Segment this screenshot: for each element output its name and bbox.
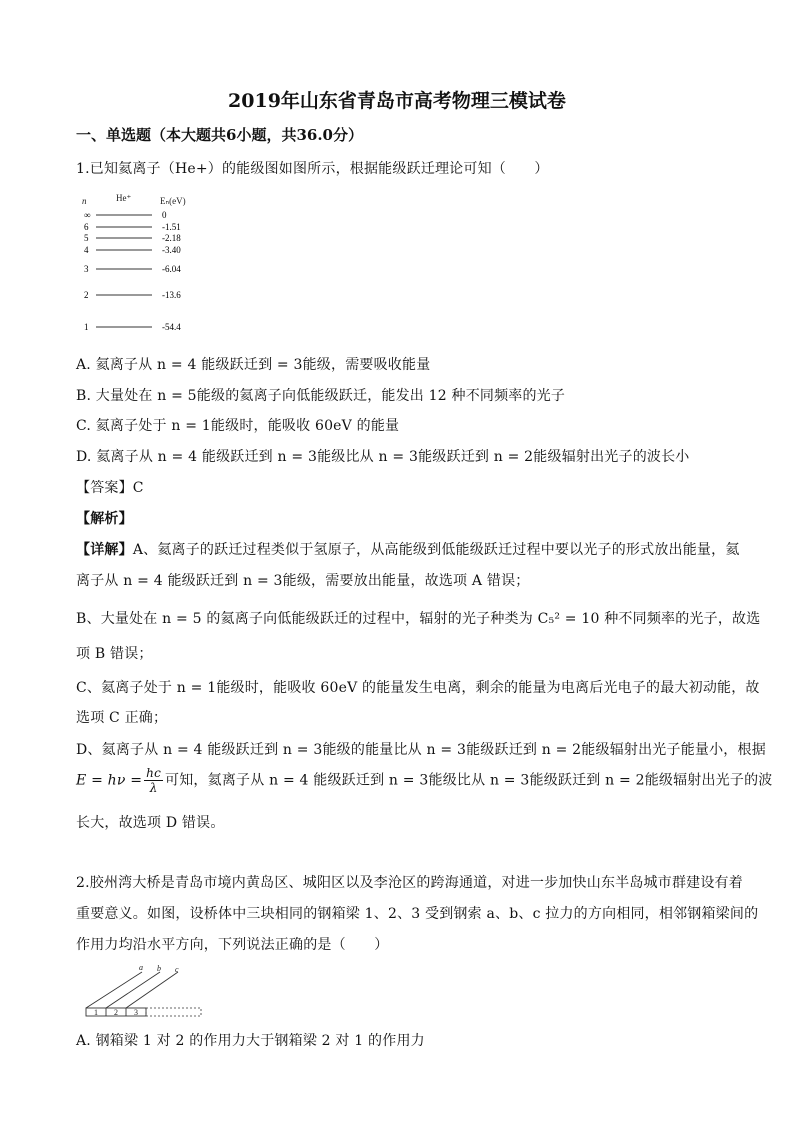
q1-explanation-line-9: 长大，故选项 D 错误。 <box>76 815 225 831</box>
q1-explanation-line-7: D、氦离子从 n = 4 能级跃迁到 n = 3能级的能量比从 n = 3能级跃迁到 n = 2能级辐射出光子能量小，根据 <box>76 742 766 758</box>
beam-2-label: 2 <box>114 1008 118 1017</box>
level-energy-label: -13.6 <box>162 290 181 300</box>
fraction-denominator: λ <box>149 781 158 795</box>
level-energy-label: -54.4 <box>162 322 181 332</box>
level-n-label: 3 <box>84 264 89 274</box>
diagram-species-label: He⁺ <box>116 193 132 203</box>
fraction-numerator: hc <box>146 766 162 780</box>
q1-option-d: D. 氦离子从 n = 4 能级跃迁到 n = 3能级比从 n = 3能级跃迁到 n = 2能级辐射出光子的波长小 <box>76 449 690 465</box>
cable-a-label: a <box>139 964 143 972</box>
cable-b-label: b <box>157 964 161 973</box>
bridge-diagram <box>76 964 206 1020</box>
detail-tag: 【详解】 <box>76 542 133 558</box>
q1-answer: 【答案】C <box>76 480 144 496</box>
q1-explanation-line-4: 项 B 错误； <box>76 646 153 662</box>
energy-level-diagram <box>76 192 216 337</box>
level-n-label: 2 <box>84 290 89 300</box>
level-n-label: 4 <box>84 245 89 255</box>
q1-analysis-label: 【解析】 <box>76 511 133 527</box>
section-heading: 一、单选题（本大题共6小题，共36.0分） <box>76 126 363 144</box>
level-energy-label: -2.18 <box>162 233 181 243</box>
level-energy-label: -3.40 <box>162 245 181 255</box>
q1-explanation-line-5: C、氦离子处于 n = 1能级时，能吸收 60eV 的能量发生电离，剩余的能量为电离后光电子的最大初动能，故 <box>76 680 760 696</box>
level-n-label: 5 <box>84 233 89 243</box>
page-title: 2019年山东省青岛市高考物理三模试卷 <box>228 90 566 112</box>
q1-explanation-line-6: 选项 C 正确； <box>76 710 168 726</box>
beam-1-label: 1 <box>94 1008 98 1017</box>
q2-stem-line-1: 2.胶州湾大桥是青岛市境内黄岛区、城阳区以及李沧区的跨海通道，对进一步加快山东半岛城市群建设有着 <box>76 875 743 891</box>
level-n-label: ∞ <box>84 210 91 220</box>
q1-explanation-line-8 <box>76 766 773 795</box>
q1-option-b: B. 大量处在 n = 5能级的氦离子向低能级跃迁，能发出 12 种不同频率的光子 <box>76 388 566 404</box>
level-energy-label: 0 <box>162 210 167 220</box>
diagram-energy-header: Eₙ(eV) <box>160 196 186 206</box>
beam-3-label: 3 <box>134 1008 138 1017</box>
q1-option-a: A. 氦离子从 n = 4 能级跃迁到 = 3能级，需要吸收能量 <box>76 357 431 373</box>
formula-fraction <box>144 766 163 795</box>
q1-option-c: C. 氦离子处于 n = 1能级时，能吸收 60eV 的能量 <box>76 418 400 434</box>
q1-explanation-line-1 <box>76 539 740 559</box>
q1-explanation-line-2: 离子从 n = 4 能级跃迁到 n = 3能级，需要放出能量，故选项 A 错误； <box>76 573 530 589</box>
level-n-label: 1 <box>84 322 89 332</box>
q1-explanation-line-3: B、大量处在 n = 5 的氦离子向低能级跃迁的过程中，辐射的光子种类为 C₅² = 10 种不同频率的光子，故选 <box>76 611 761 627</box>
q2-stem-line-3: 作用力均沿水平方向，下列说法正确的是（ ） <box>76 937 389 953</box>
formula-rest: 可知，氦离子从 n = 4 能级跃迁到 n = 3能级比从 n = 3能级跃迁到 n = 2能级辐射出光子的波 <box>165 772 773 789</box>
formula-lhs: E = hν = <box>76 772 143 789</box>
q2-option-a: A. 钢箱梁 1 对 2 的作用力大于钢箱梁 2 对 1 的作用力 <box>76 1033 425 1049</box>
explanation-text: A、氦离子的跃迁过程类似于氢原子，从高能级到低能级跃迁过程中要以光子的形式放出能量，氦 <box>132 542 740 558</box>
q1-stem: 1.已知氦离子（He+）的能级图如图所示，根据能级跃迁理论可知（ ） <box>76 161 549 177</box>
level-n-label: 6 <box>84 222 89 232</box>
cable-c-label: c <box>175 965 179 974</box>
q2-stem-line-2: 重要意义。如图，设桥体中三块相同的钢箱梁 1、2、3 受到钢索 a、b、c 拉力的方向相同，相邻钢箱梁间的 <box>76 906 759 922</box>
level-energy-label: -6.04 <box>162 264 181 274</box>
diagram-n-header: n <box>82 196 87 206</box>
level-energy-label: -1.51 <box>162 222 181 232</box>
bridge-continuation <box>146 1008 201 1016</box>
